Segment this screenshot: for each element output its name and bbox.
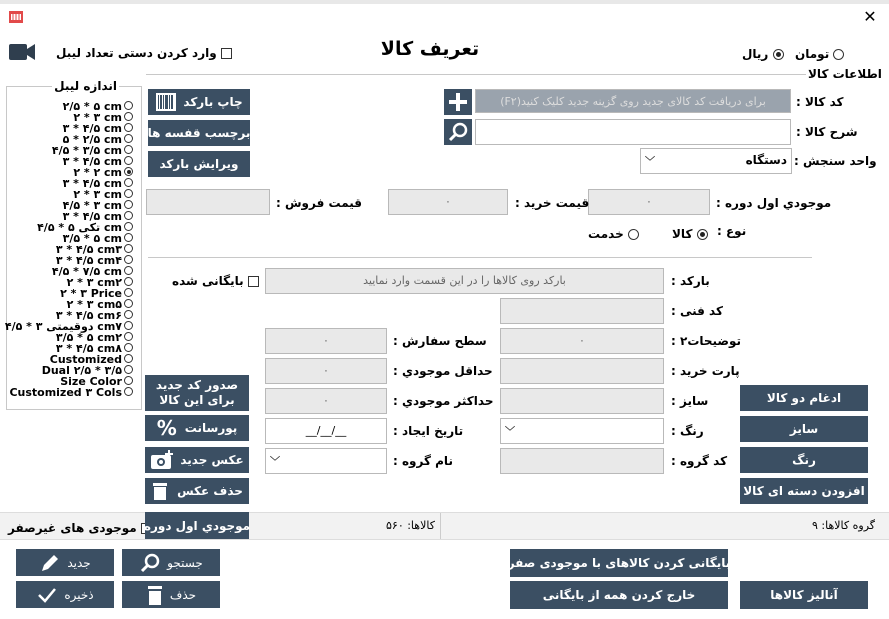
label-size-option-text: ۳ * ۴/۵ cm <box>62 122 122 135</box>
type-goods-radio[interactable] <box>697 229 708 240</box>
trash-icon <box>146 584 164 606</box>
percent-icon: % <box>156 416 177 440</box>
label-size-option-text: ۳/۵ * ۵ cm۲ <box>55 331 122 344</box>
barcode-icon <box>155 92 177 112</box>
label-size-radio[interactable] <box>124 189 133 198</box>
merge-button[interactable]: ادغام دو کالا <box>740 385 868 411</box>
max-stock-label: حداکثر موجودي : <box>393 394 494 408</box>
unit-value: دستگاه <box>745 153 787 167</box>
analyze-goods-button[interactable]: آنالیز کالاها <box>740 581 868 609</box>
label-size-radio[interactable] <box>124 134 133 143</box>
label-size-radio[interactable] <box>124 233 133 242</box>
delete-button[interactable] <box>122 581 220 608</box>
label-size-radio[interactable] <box>124 211 133 220</box>
min-stock-label: حداقل موجودي : <box>393 364 493 378</box>
desc2-input[interactable]: ۰ <box>500 328 664 354</box>
label-size-radio[interactable] <box>124 244 133 253</box>
label-size-radio[interactable] <box>124 178 133 187</box>
archived[interactable] <box>172 274 259 288</box>
search-icon <box>448 122 468 142</box>
order-level-label: سطح سفارش : <box>393 334 487 348</box>
status-divider <box>440 513 441 539</box>
chevron-down-icon: ﹀ <box>645 157 655 168</box>
print-barcode-label: چاپ بارکد <box>183 95 243 109</box>
manual-label-checkbox[interactable] <box>221 48 232 59</box>
label-size-option-text: ۲ * ۳ cm۲ <box>66 276 122 289</box>
size-input[interactable] <box>500 388 664 414</box>
group-name-label: نام گروه : <box>393 454 453 468</box>
save-button[interactable] <box>16 581 114 608</box>
app-icon <box>8 10 24 24</box>
label-size-radio[interactable] <box>124 112 133 121</box>
plus-icon <box>448 92 468 112</box>
add-photo-icon <box>150 450 174 470</box>
rial-label: ریال <box>742 47 769 61</box>
min-stock-input[interactable]: ۰ <box>265 358 387 384</box>
label-size-option-text: ۳ * ۴/۵ cm <box>62 210 122 223</box>
video-camera-icon[interactable] <box>8 41 36 63</box>
title-bar <box>0 4 889 32</box>
nonzero-stock[interactable] <box>8 521 152 535</box>
label-size-option-text: ۴/۵ * ۳/۵ cm <box>51 144 122 157</box>
search-label: جستجو <box>167 555 203 570</box>
add-code-button[interactable] <box>444 89 472 115</box>
initial-stock-input[interactable]: ۰ <box>588 189 710 215</box>
new-code-button[interactable]: صدور کد جدید برای این کالا <box>145 375 249 411</box>
currency-toman[interactable] <box>795 47 844 61</box>
label-size-option-text: ۲ * ۳ cm <box>73 188 122 201</box>
label-size-option-text: ۲/۵ * ۵ cm <box>62 100 122 113</box>
label-size-option-text: ۵ * ۲/۵ cm <box>62 133 122 146</box>
tech-code-label: کد فنی : <box>671 304 723 318</box>
color-label: رنگ : <box>671 424 704 438</box>
checkmark-icon <box>36 584 58 606</box>
label-size-radio[interactable] <box>124 123 133 132</box>
color-select[interactable] <box>500 418 664 444</box>
label-size-radio[interactable] <box>124 310 133 319</box>
label-size-radio[interactable] <box>124 354 133 363</box>
size-button[interactable]: سایز <box>740 416 868 442</box>
pencil-icon <box>39 552 61 574</box>
window-title: تعریف کالا <box>380 38 480 60</box>
label-size-radio[interactable] <box>124 299 133 308</box>
label-size-option-text: Dual ۲/۵ * ۳/۵ <box>41 364 122 377</box>
new-photo-button[interactable] <box>145 447 249 473</box>
label-size-radio[interactable] <box>124 101 133 110</box>
close-button[interactable]: ✕ <box>863 7 877 26</box>
label-size-option-text: ۳ * ۴/۵ cm۳ <box>55 243 122 256</box>
section-divider <box>148 257 812 258</box>
search-icon <box>139 552 161 574</box>
edit-barcode-button[interactable]: ویرایش بارکد <box>148 151 250 177</box>
desc-input[interactable] <box>475 119 791 145</box>
label-size-radio[interactable] <box>124 167 133 176</box>
type-goods[interactable] <box>672 227 708 241</box>
label-size-option-text: ۳/۵ * ۵ cm <box>62 232 122 245</box>
toman-label: تومان <box>795 47 830 61</box>
order-level-input[interactable]: ۰ <box>265 328 387 354</box>
created-date-input[interactable]: __/__/__ <box>265 418 387 444</box>
initial-stock-label: موجودي اول دوره : <box>716 196 832 210</box>
max-stock-input[interactable]: ۰ <box>265 388 387 414</box>
label-size-option-text: Customized <box>49 353 122 366</box>
code-input[interactable]: برای دریافت کد کالای جدید روی گزینه جدید کلیک کنید(F۲) <box>475 89 791 113</box>
shelf-label-button[interactable]: برچسب قفسه ها <box>148 120 250 146</box>
archived-checkbox[interactable] <box>248 276 259 287</box>
unarchive-all-button[interactable]: خارج کردن همه از بایگانی <box>510 581 728 609</box>
label-size-option-text: Customized ۳ Cols <box>9 386 122 399</box>
nonzero-label: موجودی های غیرصفر <box>8 521 137 535</box>
type-service-label: خدمت <box>588 227 624 241</box>
type-service[interactable] <box>588 227 639 241</box>
label-size-radio[interactable] <box>124 376 133 385</box>
label-size-radio[interactable] <box>124 343 133 352</box>
label-size-option-text: ۲ * ۳ cm <box>73 111 122 124</box>
sell-price-label: قیمت فروش : <box>276 196 362 210</box>
buy-price-input[interactable]: ۰ <box>388 189 508 215</box>
buy-price-label: قیمت خرید : <box>515 196 590 210</box>
label-size-radio[interactable] <box>124 321 133 330</box>
goods-count: کالاها: ۵۶۰ <box>386 519 435 532</box>
group-name-select[interactable] <box>265 448 387 474</box>
label-size-option-text: Size Color <box>60 375 122 388</box>
currency-rial[interactable] <box>742 47 784 61</box>
label-size-radio[interactable] <box>124 156 133 165</box>
archive-zero-button[interactable]: بایگانی کردن کالاهای با موجودی صفر <box>510 549 728 577</box>
label-size-title: اندازه لیبل <box>54 79 117 93</box>
tech-code-input[interactable] <box>500 298 664 324</box>
search-code-button[interactable] <box>444 119 472 145</box>
delete-label: حذف <box>169 587 197 602</box>
manual-label-count[interactable] <box>56 46 232 60</box>
label-size-radio[interactable] <box>124 266 133 275</box>
unit-label: واحد سنجش : <box>794 154 877 168</box>
trash-icon <box>151 481 169 501</box>
delete-photo-button[interactable] <box>145 478 249 504</box>
label-size-radio[interactable] <box>124 277 133 286</box>
new-label: جدید <box>67 555 91 570</box>
group-code-label: کد گروه : <box>671 454 728 468</box>
label-size-radio[interactable] <box>124 200 133 209</box>
label-size-radio[interactable] <box>124 222 133 231</box>
info-group-title: اطلاعات کالا <box>808 67 882 81</box>
label-size-option-text: ۲ * ۲ cm <box>73 166 122 179</box>
label-size-radio[interactable] <box>124 145 133 154</box>
print-barcode-button[interactable] <box>148 89 250 115</box>
code-label: کد کالا : <box>796 95 844 109</box>
barcode-input[interactable]: بارکد روی کالاها را در این قسمت وارد نمایید <box>265 268 664 294</box>
label-size-radio[interactable] <box>124 288 133 297</box>
buy-part-label: پارت خرید : <box>671 364 740 378</box>
unit-select[interactable] <box>640 148 792 174</box>
label-size-option-text: ۴/۵ * ۷/۵ cm <box>51 265 122 278</box>
delete-photo-label: حذف عکس <box>177 484 243 498</box>
desc-label: شرح کالا : <box>796 125 858 139</box>
label-size-option-text: تکی ۵ * ۴/۵ cm <box>37 221 122 234</box>
archived-label: بایگانی شده <box>172 274 244 288</box>
chevron-down-icon: ﹀ <box>505 427 515 438</box>
label-size-radio[interactable] <box>124 255 133 264</box>
initial-stock-button[interactable]: موجودي اول دوره <box>145 512 249 539</box>
label-size-option-text: ۳ * ۴/۵ cm۴ <box>55 254 122 267</box>
info-group-border <box>146 74 878 75</box>
percent-label: پورسانت <box>184 421 238 435</box>
buy-part-input[interactable] <box>500 358 664 384</box>
label-size-option-text: ۳ * ۴/۵ cm <box>62 155 122 168</box>
label-size-option-text: ۲ * ۳ Price <box>60 287 122 300</box>
type-label: نوع : <box>717 224 747 238</box>
new-button[interactable] <box>16 549 114 576</box>
type-goods-label: کالا <box>672 227 693 241</box>
toman-radio[interactable] <box>833 49 844 60</box>
label-size-option-text: ۳ * ۴/۵ cm <box>62 177 122 190</box>
label-size-radio[interactable] <box>124 365 133 374</box>
chevron-down-icon: ﹀ <box>270 457 280 468</box>
manual-label-text: وارد کردن دستی تعداد لیبل <box>56 46 217 60</box>
group-count: گروه کالاها: ۹ <box>812 519 876 532</box>
label-size-option-text: دوقیمتی ۳ * ۴/۵ cm۷ <box>4 320 122 333</box>
color-button[interactable]: رنگ <box>740 447 868 473</box>
search-button[interactable] <box>122 549 220 576</box>
rial-radio[interactable] <box>773 49 784 60</box>
label-size-option[interactable] <box>9 387 133 398</box>
created-label: تاریخ ایجاد : <box>393 424 464 438</box>
barcode-label: بارکد : <box>671 274 710 288</box>
group-code-input[interactable] <box>500 448 664 474</box>
label-size-radio[interactable] <box>124 387 133 396</box>
type-service-radio[interactable] <box>628 229 639 240</box>
desc2-label: توضیحات۲ : <box>671 334 742 348</box>
label-size-option-text: ۲ * ۳ cm۵ <box>66 298 122 311</box>
label-size-panel <box>4 79 142 410</box>
size-label: سایز : <box>671 394 709 408</box>
label-size-option-text: ۴/۵ * ۳ cm <box>62 199 122 212</box>
percent-button[interactable] <box>145 415 249 441</box>
label-size-radio[interactable] <box>124 332 133 341</box>
label-size-option-text: ۳ * ۴/۵ cm۸ <box>55 342 122 355</box>
add-group-button[interactable]: افزودن دسته ای کالا <box>740 478 868 504</box>
new-photo-label: عکس جدید <box>180 453 244 467</box>
sell-price-input[interactable] <box>146 189 270 215</box>
save-label: ذخیره <box>64 587 94 602</box>
label-size-option-text: ۳ * ۴/۵ cm۶ <box>55 309 122 322</box>
